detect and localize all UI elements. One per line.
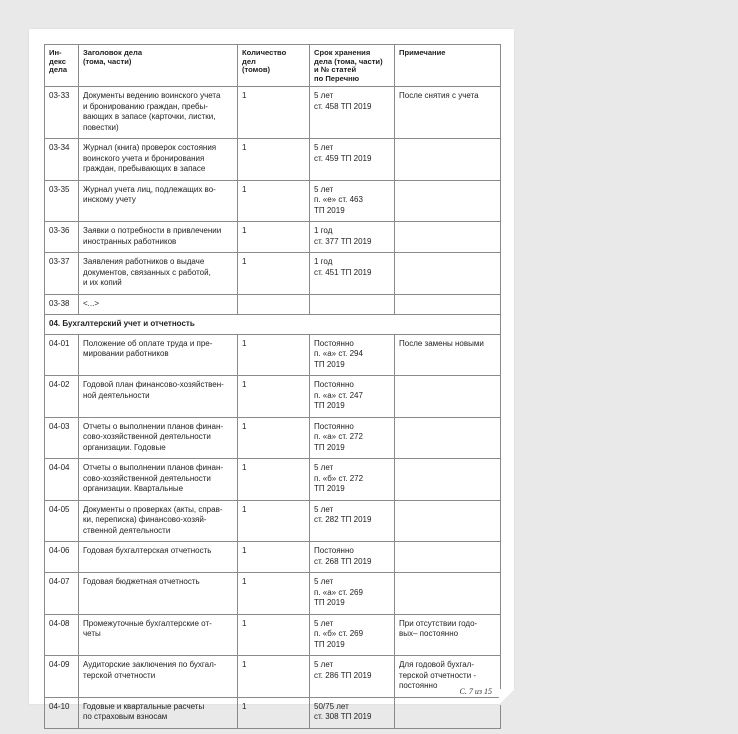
table-row xyxy=(45,614,501,656)
cell-index: 04-05 xyxy=(45,500,79,542)
table-row xyxy=(45,697,501,728)
cell-note: После замены новыми xyxy=(395,334,501,376)
cell-note xyxy=(395,417,501,459)
cell-note xyxy=(395,573,501,615)
cell-note xyxy=(395,139,501,181)
cell-count: 1 xyxy=(238,87,310,139)
table-row xyxy=(45,417,501,459)
cell-index: 04-01 xyxy=(45,334,79,376)
table-row xyxy=(45,376,501,418)
table-row xyxy=(45,222,501,253)
cell-term: 5 лет ст. 286 ТП 2019 xyxy=(310,656,395,698)
cell-term: 5 лет п. «б» ст. 269 ТП 2019 xyxy=(310,614,395,656)
nomenclature-table xyxy=(44,44,501,729)
cell-count: 1 xyxy=(238,417,310,459)
cell-index: 03-35 xyxy=(45,180,79,222)
cell-index: 04-02 xyxy=(45,376,79,418)
cell-term: 5 лет ст. 459 ТП 2019 xyxy=(310,139,395,181)
cell-term: Постоянно п. «а» ст. 247 ТП 2019 xyxy=(310,376,395,418)
table-row xyxy=(45,500,501,542)
cell-index: 04-06 xyxy=(45,542,79,573)
cell-index: 03-34 xyxy=(45,139,79,181)
cell-title: Промежуточные бухгалтерские от- четы xyxy=(79,614,238,656)
cell-term: 5 лет ст. 282 ТП 2019 xyxy=(310,500,395,542)
cell-title: Журнал (книга) проверок состояния воинского учета и бронирования граждан, пребывающих в запасе xyxy=(79,139,238,181)
cell-index: 04-07 xyxy=(45,573,79,615)
cell-note xyxy=(395,542,501,573)
cell-title: Годовая бюджетная отчетность xyxy=(79,573,238,615)
cell-title: Годовые и квартальные расчеты по страховым взносам xyxy=(79,697,238,728)
table-row xyxy=(45,656,501,698)
cell-title: Документы ведению воинского учета и бронированию граждан, пребы- вающих в запасе (карточки, листки, повестки) xyxy=(79,87,238,139)
table-row xyxy=(45,87,501,139)
cell-title: Положение об оплате труда и пре- мировании работников xyxy=(79,334,238,376)
cell-note: Для годовой бухгал- терской отчетности - постоянно xyxy=(395,656,501,698)
cell-index: 03-37 xyxy=(45,253,79,295)
cell-count: 1 xyxy=(238,697,310,728)
header-term: Срок хранения дела (тома, части) и № статей по Перечню xyxy=(310,45,395,87)
cell-title: Заявки о потребности в привлечении иностранных работников xyxy=(79,222,238,253)
cell-term: 5 лет п. «е» ст. 463 ТП 2019 xyxy=(310,180,395,222)
cell-title: Заявления работников о выдаче документов, связанных с работой, и их копий xyxy=(79,253,238,295)
cell-note xyxy=(395,180,501,222)
cell-index: 03-38 xyxy=(45,294,79,315)
cell-count xyxy=(238,294,310,315)
cell-title: Отчеты о выполнении планов финан- сово-хозяйственной деятельности организации. Годовые xyxy=(79,417,238,459)
cell-count: 1 xyxy=(238,222,310,253)
cell-note xyxy=(395,253,501,295)
cell-index: 04-03 xyxy=(45,417,79,459)
cell-term: 1 год ст. 377 ТП 2019 xyxy=(310,222,395,253)
table-row xyxy=(45,139,501,181)
cell-title: Годовой план финансово-хозяйствен- ной деятельности xyxy=(79,376,238,418)
table-header-row xyxy=(45,45,501,87)
cell-count: 1 xyxy=(238,334,310,376)
cell-index: 03-36 xyxy=(45,222,79,253)
cell-count: 1 xyxy=(238,180,310,222)
cell-note xyxy=(395,500,501,542)
cell-index: 04-09 xyxy=(45,656,79,698)
cell-note xyxy=(395,294,501,315)
page-number: С. 7 из 15 xyxy=(459,687,492,696)
page-corner-fold xyxy=(499,689,515,705)
cell-count: 1 xyxy=(238,656,310,698)
cell-note: После снятия с учета xyxy=(395,87,501,139)
cell-count: 1 xyxy=(238,500,310,542)
cell-count: 1 xyxy=(238,253,310,295)
cell-count: 1 xyxy=(238,459,310,501)
header-index: Ин- декс дела xyxy=(45,45,79,87)
cell-index: 03-33 xyxy=(45,87,79,139)
cell-note xyxy=(395,459,501,501)
table-row xyxy=(45,294,501,315)
table-row xyxy=(45,542,501,573)
table-row xyxy=(45,180,501,222)
table-row xyxy=(45,334,501,376)
cell-title: Аудиторские заключения по бухгал- терской отчетности xyxy=(79,656,238,698)
table-row xyxy=(45,573,501,615)
table-row xyxy=(45,459,501,501)
section-heading: 04. Бухгалтерский учет и отчетность xyxy=(45,315,501,335)
cell-note xyxy=(395,376,501,418)
cell-term: Постоянно ст. 268 ТП 2019 xyxy=(310,542,395,573)
cell-title: Документы о проверках (акты, справ- ки, переписка) финансово-хозяй- ственной деятельности xyxy=(79,500,238,542)
cell-term: 5 лет п. «а» ст. 269 ТП 2019 xyxy=(310,573,395,615)
cell-index: 04-10 xyxy=(45,697,79,728)
header-note: Примечание xyxy=(395,45,501,87)
cell-count: 1 xyxy=(238,614,310,656)
header-title: Заголовок дела (тома, части) xyxy=(79,45,238,87)
cell-title: Отчеты о выполнении планов финан- сово-хозяйственной деятельности организации. Квартальные xyxy=(79,459,238,501)
cell-term: 5 лет п. «б» ст. 272 ТП 2019 xyxy=(310,459,395,501)
cell-index: 04-08 xyxy=(45,614,79,656)
cell-term: Постоянно п. «а» ст. 272 ТП 2019 xyxy=(310,417,395,459)
cell-term: Постоянно п. «а» ст. 294 ТП 2019 xyxy=(310,334,395,376)
cell-title: Журнал учета лиц, подлежащих во- инскому учету xyxy=(79,180,238,222)
cell-note xyxy=(395,222,501,253)
cell-title: Годовая бухгалтерская отчетность xyxy=(79,542,238,573)
cell-term: 5 лет ст. 458 ТП 2019 xyxy=(310,87,395,139)
cell-title: <...> xyxy=(79,294,238,315)
header-count: Количество дел (томов) xyxy=(238,45,310,87)
cell-note xyxy=(395,697,501,728)
cell-count: 1 xyxy=(238,542,310,573)
cell-term: 50/75 лет ст. 308 ТП 2019 xyxy=(310,697,395,728)
cell-note: При отсутствии годо- вых– постоянно xyxy=(395,614,501,656)
cell-count: 1 xyxy=(238,376,310,418)
section-row xyxy=(45,315,501,335)
cell-count: 1 xyxy=(238,139,310,181)
cell-count: 1 xyxy=(238,573,310,615)
cell-index: 04-04 xyxy=(45,459,79,501)
cell-term: 1 год ст. 451 ТП 2019 xyxy=(310,253,395,295)
table-row xyxy=(45,253,501,295)
document-page xyxy=(29,29,514,722)
cell-term xyxy=(310,294,395,315)
